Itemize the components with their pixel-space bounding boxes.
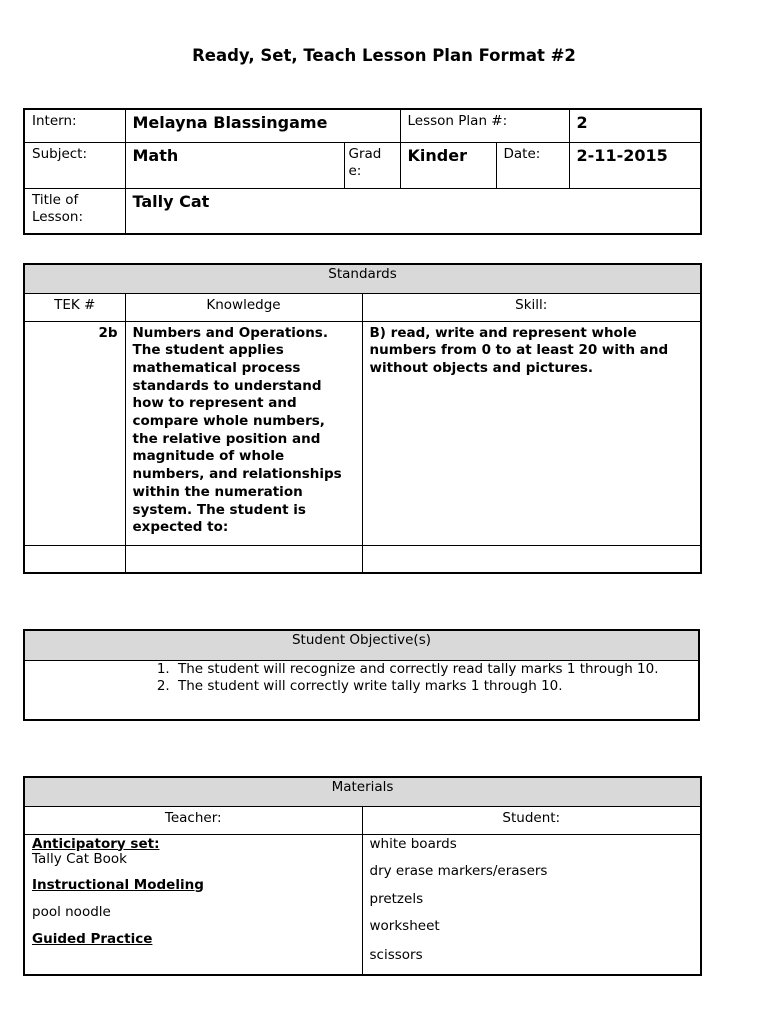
subject-label: Subject: xyxy=(24,142,125,188)
knowledge-cell: Numbers and Operations. The student applies mathematical process standards to understand how to represent and compare whole numbers, the relative position and magnitude of whole numbers, and relationships within the numeration system. The student is expected to: xyxy=(125,321,362,545)
lesson-title-value: Tally Cat xyxy=(125,188,701,234)
student-material-item: dry erase markers/erasers xyxy=(369,863,548,879)
standards-table xyxy=(23,263,702,574)
date-label: Date: xyxy=(496,142,569,188)
grade-value: Kinder xyxy=(400,142,496,188)
anticipatory-set-heading: Anticipatory set: xyxy=(32,835,160,852)
objectives-header: Student Objective(s) xyxy=(24,630,699,660)
skill-column-header: Skill: xyxy=(362,293,701,321)
grade-label: Grad e: xyxy=(344,142,400,188)
student-materials-cell xyxy=(362,834,701,975)
intern-value: Melayna Blassingame xyxy=(125,109,400,142)
student-material-item: pretzels xyxy=(369,890,424,907)
empty-knowledge-cell xyxy=(125,545,362,573)
objective-item: 1. The student will recognize and correctly read tally marks 1 through 10. xyxy=(174,661,691,678)
standards-header: Standards xyxy=(24,264,701,293)
lesson-title-label: Title of Lesson: xyxy=(24,188,125,234)
teacher-materials-cell xyxy=(24,834,362,975)
date-value: 2-11-2015 xyxy=(569,142,701,188)
lesson-plan-number-label: Lesson Plan #: xyxy=(400,109,569,142)
subject-value: Math xyxy=(125,142,344,188)
intern-label: Intern: xyxy=(24,109,125,142)
tek-cell: 2b xyxy=(24,321,125,545)
objectives-list xyxy=(32,661,691,695)
student-material-item: worksheet xyxy=(369,918,440,934)
objective-item: 2. The student will correctly write tally marks 1 through 10. xyxy=(174,678,691,695)
anticipatory-set-text: Tally Cat Book xyxy=(32,851,127,867)
instructional-modeling-heading: Instructional Modeling xyxy=(32,876,204,893)
materials-table xyxy=(23,776,702,976)
knowledge-column-header: Knowledge xyxy=(125,293,362,321)
empty-skill-cell xyxy=(362,545,701,573)
document-title: Ready, Set, Teach Lesson Plan Format #2 xyxy=(192,46,576,65)
empty-tek-cell xyxy=(24,545,125,573)
student-material-item: white boards xyxy=(369,835,457,852)
student-column-header: Student: xyxy=(362,806,701,834)
student-material-item: scissors xyxy=(369,946,423,963)
teacher-column-header: Teacher: xyxy=(24,806,362,834)
tek-column-header: TEK # xyxy=(24,293,125,321)
materials-header: Materials xyxy=(24,777,701,806)
instructional-modeling-text: pool noodle xyxy=(32,904,111,920)
lesson-info-table xyxy=(23,108,702,235)
objectives-list-cell xyxy=(24,660,699,720)
skill-cell: B) read, write and represent whole numbers from 0 to at least 20 with and without objects and pictures. xyxy=(362,321,701,545)
objectives-table xyxy=(23,629,700,721)
lesson-plan-number-value: 2 xyxy=(569,109,701,142)
guided-practice-heading: Guided Practice xyxy=(32,930,153,947)
